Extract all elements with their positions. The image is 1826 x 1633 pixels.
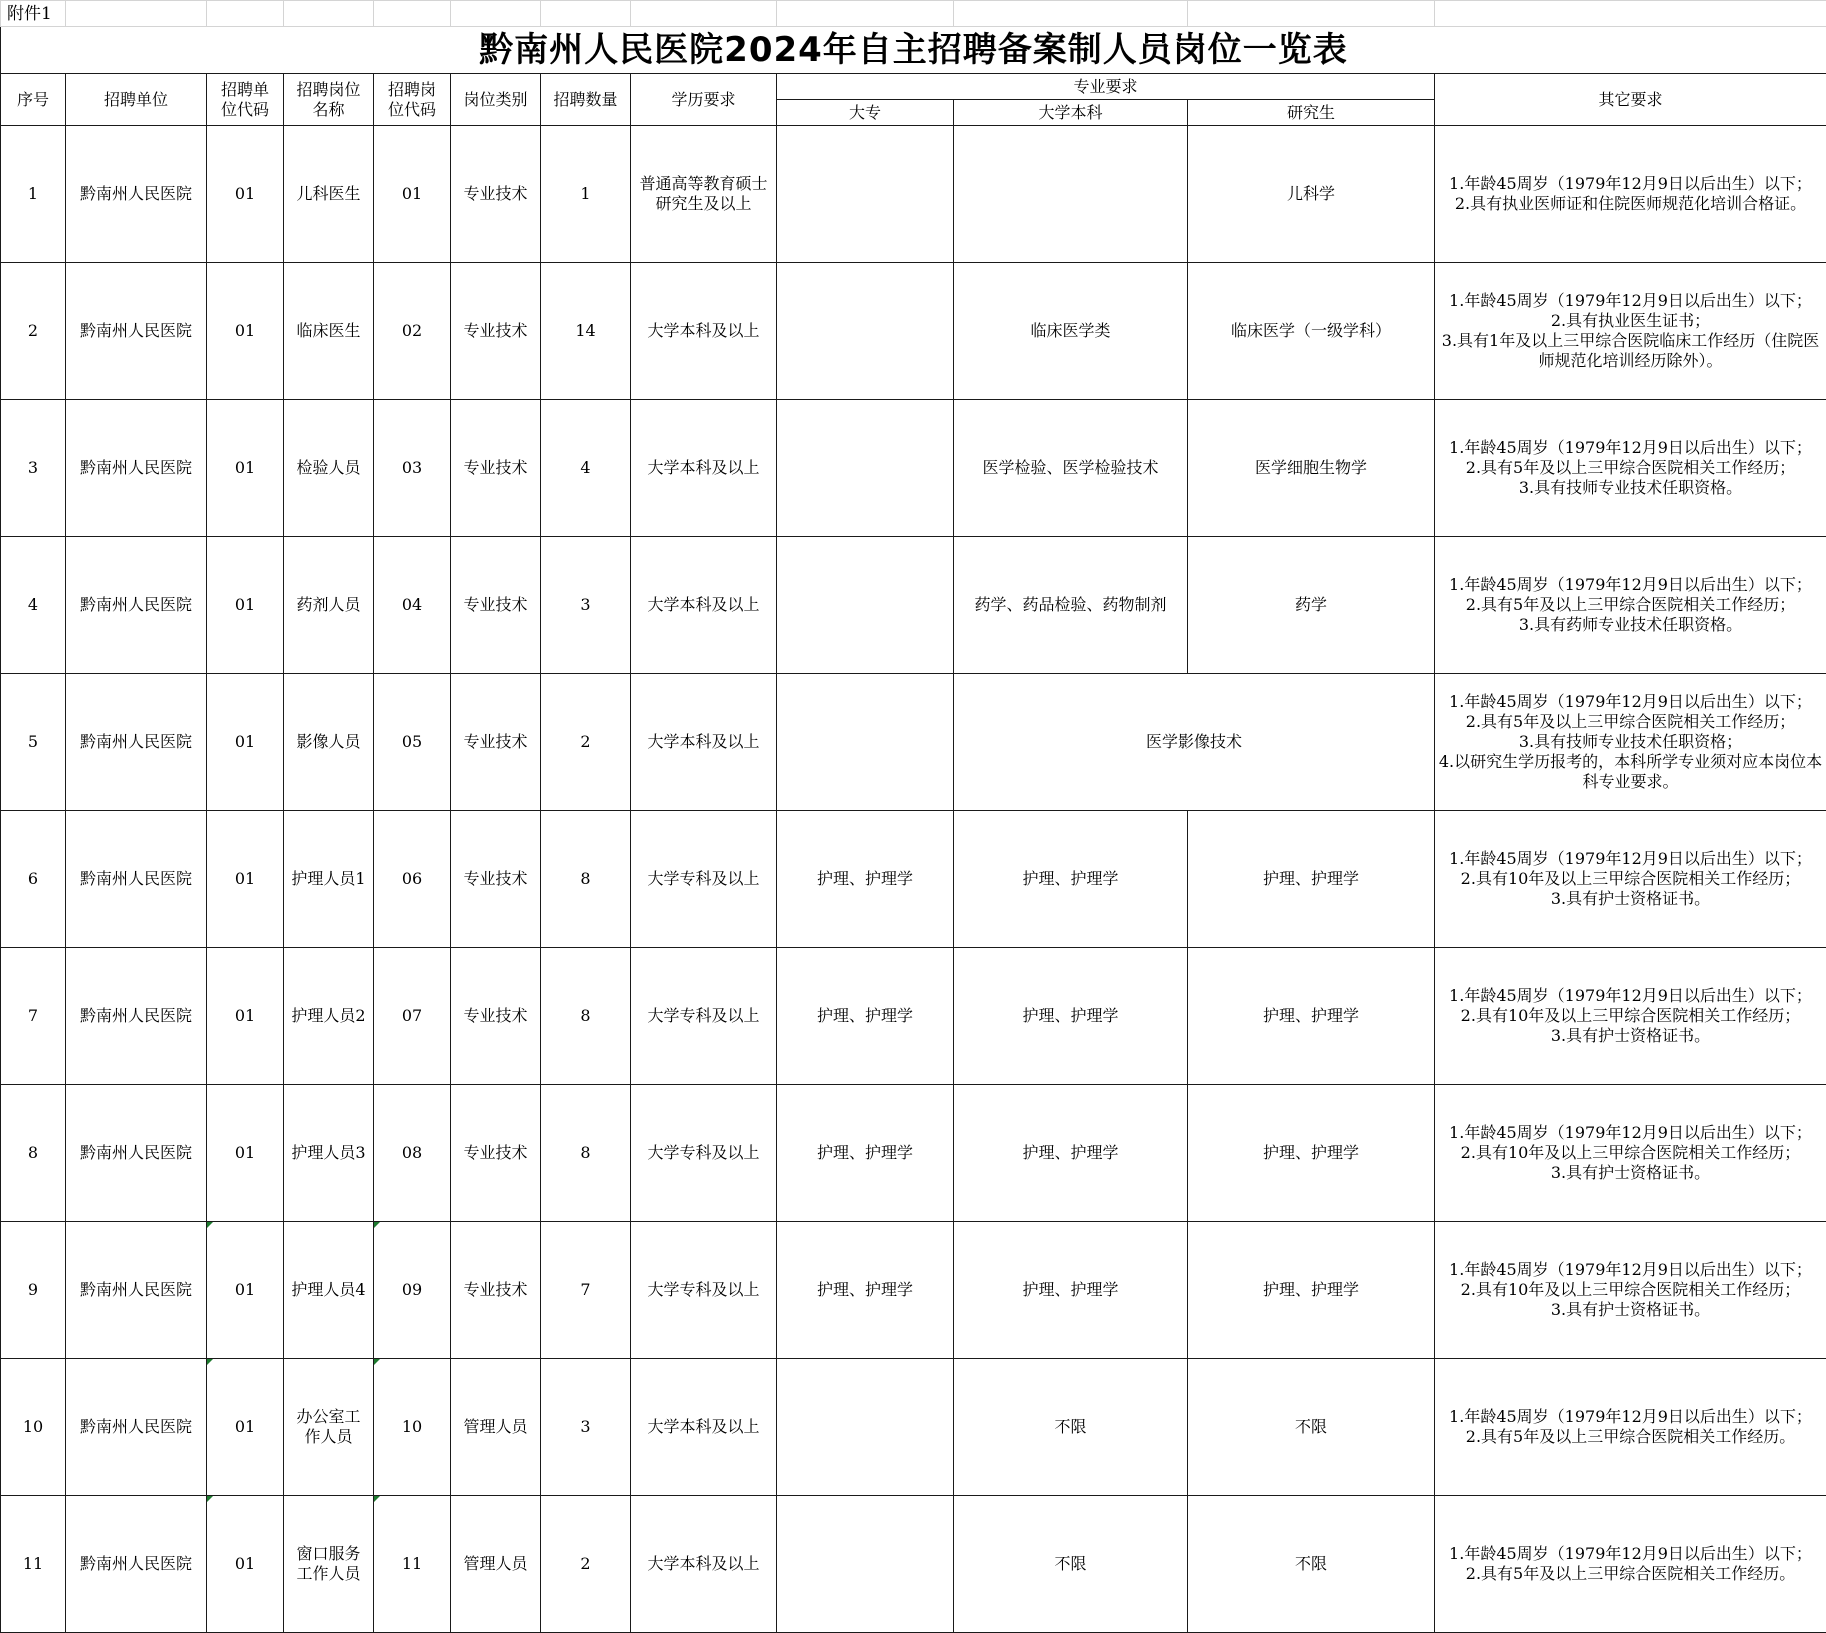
cell-post-name[interactable]: 儿科医生	[284, 126, 374, 263]
cell-unit[interactable]: 黔南州人民医院	[66, 1085, 207, 1222]
cell-other[interactable]: 1.年龄45周岁（1979年12月9日以后出生）以下； 2.具有10年及以上三甲综合医院相关工作经历； 3.具有护士资格证书。	[1435, 948, 1826, 1085]
cell-post-name[interactable]: 窗口服务 工作人员	[284, 1496, 374, 1633]
cell-other[interactable]: 1.年龄45周岁（1979年12月9日以后出生）以下； 2.具有5年及以上三甲综合医院相关工作经历； 3.具有技师专业技术任职资格。	[1435, 400, 1826, 537]
cell-major-junior[interactable]	[777, 1359, 954, 1496]
table-row	[1, 674, 1826, 811]
cell-education[interactable]: 大学本科及以上	[631, 1496, 777, 1633]
cell-other[interactable]: 1.年龄45周岁（1979年12月9日以后出生）以下； 2.具有5年及以上三甲综合医院相关工作经历； 3.具有药师专业技术任职资格。	[1435, 537, 1826, 674]
cell-major-graduate[interactable]: 医学细胞生物学	[1188, 400, 1435, 537]
cell-major-bachelor[interactable]: 药学、药品检验、药物制剂	[954, 537, 1188, 674]
cell-count[interactable]: 8	[541, 1085, 631, 1222]
empty-cell[interactable]	[777, 1, 954, 27]
cell-education[interactable]: 大学本科及以上	[631, 400, 777, 537]
cell-post-type[interactable]: 专业技术	[451, 811, 541, 948]
header-unit-code[interactable]: 招聘单 位代码	[207, 74, 284, 126]
empty-cell[interactable]	[954, 1, 1188, 27]
cell-major-junior[interactable]: 护理、护理学	[777, 811, 954, 948]
cell-unit[interactable]: 黔南州人民医院	[66, 400, 207, 537]
header-other[interactable]: 其它要求	[1435, 74, 1826, 126]
cell-major-graduate[interactable]: 护理、护理学	[1188, 1085, 1435, 1222]
cell-seq[interactable]: 1	[1, 126, 66, 263]
header-major[interactable]: 专业要求	[777, 74, 1435, 100]
attachment-row	[1, 1, 1826, 27]
cell-unit[interactable]: 黔南州人民医院	[66, 948, 207, 1085]
cell-post-code[interactable]: 03	[374, 400, 451, 537]
cell-other[interactable]: 1.年龄45周岁（1979年12月9日以后出生）以下； 2.具有5年及以上三甲综合医院相关工作经历。	[1435, 1359, 1826, 1496]
empty-cell[interactable]	[631, 1, 777, 27]
cell-major-bachelor[interactable]: 护理、护理学	[954, 948, 1188, 1085]
cell-major-graduate[interactable]: 药学	[1188, 537, 1435, 674]
cell-unit-code[interactable]: 01	[207, 1496, 284, 1633]
cell-post-type[interactable]: 专业技术	[451, 537, 541, 674]
cell-unit[interactable]: 黔南州人民医院	[66, 537, 207, 674]
cell-post-code[interactable]: 08	[374, 1085, 451, 1222]
cell-post-code[interactable]: 10	[374, 1359, 451, 1496]
cell-count[interactable]: 8	[541, 811, 631, 948]
header-count[interactable]: 招聘数量	[541, 74, 631, 126]
cell-major-bachelor[interactable]: 护理、护理学	[954, 1085, 1188, 1222]
cell-unit-code[interactable]: 01	[207, 400, 284, 537]
cell-count[interactable]: 3	[541, 1359, 631, 1496]
cell-major-graduate[interactable]: 护理、护理学	[1188, 811, 1435, 948]
empty-cell[interactable]	[541, 1, 631, 27]
cell-count[interactable]: 1	[541, 126, 631, 263]
cell-count[interactable]: 14	[541, 263, 631, 400]
cell-other[interactable]: 1.年龄45周岁（1979年12月9日以后出生）以下； 2.具有执业医师证和住院医师规范化培训合格证。	[1435, 126, 1826, 263]
title-row	[1, 27, 1826, 74]
table-row	[1, 126, 1826, 263]
cell-post-type[interactable]: 管理人员	[451, 1359, 541, 1496]
cell-unit[interactable]: 黔南州人民医院	[66, 674, 207, 811]
cell-major-graduate[interactable]: 不限	[1188, 1359, 1435, 1496]
cell-education[interactable]: 大学专科及以上	[631, 948, 777, 1085]
cell-seq[interactable]: 10	[1, 1359, 66, 1496]
empty-cell[interactable]	[284, 1, 374, 27]
cell-education[interactable]: 大学本科及以上	[631, 537, 777, 674]
cell-count[interactable]: 7	[541, 1222, 631, 1359]
header-major-graduate[interactable]: 研究生	[1188, 100, 1435, 126]
table-row	[1, 948, 1826, 1085]
cell-post-name[interactable]: 护理人员4	[284, 1222, 374, 1359]
cell-other[interactable]: 1.年龄45周岁（1979年12月9日以后出生）以下； 2.具有执业医生证书； 3.具有1年及以上三甲综合医院临床工作经历（住院医师规范化培训经历除外）。	[1435, 263, 1826, 400]
attachment-label[interactable]: 附件1	[1, 1, 66, 27]
cell-unit-code[interactable]: 01	[207, 126, 284, 263]
empty-cell[interactable]	[374, 1, 451, 27]
cell-post-name[interactable]: 护理人员1	[284, 811, 374, 948]
cell-major-graduate[interactable]: 临床医学（一级学科）	[1188, 263, 1435, 400]
cell-major-bachelor[interactable]	[954, 126, 1188, 263]
cell-seq[interactable]: 3	[1, 400, 66, 537]
cell-seq[interactable]: 9	[1, 1222, 66, 1359]
cell-unit-code[interactable]: 01	[207, 263, 284, 400]
header-post-name[interactable]: 招聘岗位 名称	[284, 74, 374, 126]
cell-other[interactable]: 1.年龄45周岁（1979年12月9日以后出生）以下； 2.具有10年及以上三甲综合医院相关工作经历； 3.具有护士资格证书。	[1435, 1085, 1826, 1222]
table-row	[1, 263, 1826, 400]
cell-post-code[interactable]: 11	[374, 1496, 451, 1633]
cell-major-bachelor[interactable]: 护理、护理学	[954, 1222, 1188, 1359]
cell-seq[interactable]: 5	[1, 674, 66, 811]
cell-post-type[interactable]: 专业技术	[451, 1222, 541, 1359]
cell-major-bachelor[interactable]: 护理、护理学	[954, 811, 1188, 948]
cell-post-code[interactable]: 06	[374, 811, 451, 948]
cell-other[interactable]: 1.年龄45周岁（1979年12月9日以后出生）以下； 2.具有5年及以上三甲综合医院相关工作经历。	[1435, 1496, 1826, 1633]
cell-unit-code[interactable]: 01	[207, 537, 284, 674]
cell-post-type[interactable]: 专业技术	[451, 126, 541, 263]
header-unit[interactable]: 招聘单位	[66, 74, 207, 126]
cell-major-junior[interactable]	[777, 1496, 954, 1633]
cell-post-code[interactable]: 05	[374, 674, 451, 811]
cell-major-junior[interactable]	[777, 537, 954, 674]
table-row	[1, 400, 1826, 537]
table-row	[1, 1359, 1826, 1496]
cell-post-name[interactable]: 护理人员3	[284, 1085, 374, 1222]
cell-other[interactable]: 1.年龄45周岁（1979年12月9日以后出生）以下； 2.具有10年及以上三甲综合医院相关工作经历； 3.具有护士资格证书。	[1435, 1222, 1826, 1359]
empty-cell[interactable]	[207, 1, 284, 27]
cell-major-bachelor[interactable]: 不限	[954, 1359, 1188, 1496]
cell-other[interactable]: 1.年龄45周岁（1979年12月9日以后出生）以下； 2.具有5年及以上三甲综合医院相关工作经历； 3.具有技师专业技术任职资格； 4.以研究生学历报考的，本科所学专业须对应本岗位本科专业要求。	[1435, 674, 1826, 811]
cell-major-graduate[interactable]: 护理、护理学	[1188, 1222, 1435, 1359]
cell-major-junior[interactable]: 护理、护理学	[777, 1085, 954, 1222]
cell-major-junior[interactable]	[777, 263, 954, 400]
cell-unit-code[interactable]: 01	[207, 674, 284, 811]
cell-seq[interactable]: 8	[1, 1085, 66, 1222]
header-education[interactable]: 学历要求	[631, 74, 777, 126]
cell-unit[interactable]: 黔南州人民医院	[66, 126, 207, 263]
cell-major-graduate[interactable]: 不限	[1188, 1496, 1435, 1633]
cell-count[interactable]: 2	[541, 1496, 631, 1633]
header-row-1	[1, 74, 1826, 100]
empty-cell[interactable]	[66, 1, 207, 27]
cell-post-type[interactable]: 专业技术	[451, 263, 541, 400]
cell-major-graduate[interactable]: 护理、护理学	[1188, 948, 1435, 1085]
table-row	[1, 1496, 1826, 1633]
header-seq[interactable]: 序号	[1, 74, 66, 126]
cell-unit[interactable]: 黔南州人民医院	[66, 263, 207, 400]
cell-major-junior[interactable]	[777, 674, 954, 811]
page-title[interactable]: 黔南州人民医院2024年自主招聘备案制人员岗位一览表	[1, 27, 1826, 74]
cell-major-bachelor[interactable]: 医学影像技术	[954, 674, 1435, 811]
cell-major-graduate[interactable]: 儿科学	[1188, 126, 1435, 263]
table-row	[1, 1085, 1826, 1222]
empty-cell[interactable]	[451, 1, 541, 27]
cell-education[interactable]: 大学专科及以上	[631, 811, 777, 948]
cell-post-name[interactable]: 检验人员	[284, 400, 374, 537]
cell-major-junior[interactable]	[777, 126, 954, 263]
cell-post-name[interactable]: 办公室工 作人员	[284, 1359, 374, 1496]
cell-count[interactable]: 2	[541, 674, 631, 811]
cell-seq[interactable]: 2	[1, 263, 66, 400]
cell-unit-code[interactable]: 01	[207, 1359, 284, 1496]
cell-unit[interactable]: 黔南州人民医院	[66, 1222, 207, 1359]
header-major-bachelor[interactable]: 大学本科	[954, 100, 1188, 126]
table-row	[1, 1222, 1826, 1359]
empty-cell[interactable]	[1188, 1, 1435, 27]
cell-unit-code[interactable]: 01	[207, 811, 284, 948]
cell-education[interactable]: 大学本科及以上	[631, 263, 777, 400]
cell-education[interactable]: 大学专科及以上	[631, 1222, 777, 1359]
cell-post-code[interactable]: 01	[374, 126, 451, 263]
cell-post-name[interactable]: 影像人员	[284, 674, 374, 811]
cell-post-type[interactable]: 管理人员	[451, 1496, 541, 1633]
cell-education[interactable]: 大学专科及以上	[631, 1085, 777, 1222]
cell-seq[interactable]: 11	[1, 1496, 66, 1633]
cell-seq[interactable]: 7	[1, 948, 66, 1085]
cell-count[interactable]: 8	[541, 948, 631, 1085]
cell-post-name[interactable]: 临床医生	[284, 263, 374, 400]
cell-post-code[interactable]: 07	[374, 948, 451, 1085]
cell-post-type[interactable]: 专业技术	[451, 674, 541, 811]
cell-unit[interactable]: 黔南州人民医院	[66, 1496, 207, 1633]
cell-post-type[interactable]: 专业技术	[451, 1085, 541, 1222]
cell-post-code[interactable]: 09	[374, 1222, 451, 1359]
header-post-code[interactable]: 招聘岗 位代码	[374, 74, 451, 126]
cell-post-type[interactable]: 专业技术	[451, 400, 541, 537]
cell-seq[interactable]: 4	[1, 537, 66, 674]
cell-major-junior[interactable]	[777, 400, 954, 537]
cell-major-bachelor[interactable]: 不限	[954, 1496, 1188, 1633]
cell-post-name[interactable]: 药剂人员	[284, 537, 374, 674]
table-row	[1, 811, 1826, 948]
table-row	[1, 537, 1826, 674]
cell-post-name[interactable]: 护理人员2	[284, 948, 374, 1085]
cell-other[interactable]: 1.年龄45周岁（1979年12月9日以后出生）以下； 2.具有10年及以上三甲综合医院相关工作经历； 3.具有护士资格证书。	[1435, 811, 1826, 948]
cell-major-junior[interactable]: 护理、护理学	[777, 948, 954, 1085]
cell-count[interactable]: 4	[541, 400, 631, 537]
cell-seq[interactable]: 6	[1, 811, 66, 948]
cell-unit-code[interactable]: 01	[207, 948, 284, 1085]
cell-count[interactable]: 3	[541, 537, 631, 674]
cell-post-code[interactable]: 04	[374, 537, 451, 674]
cell-unit[interactable]: 黔南州人民医院	[66, 811, 207, 948]
cell-major-bachelor[interactable]: 医学检验、医学检验技术	[954, 400, 1188, 537]
cell-education[interactable]: 普通高等教育硕士 研究生及以上	[631, 126, 777, 263]
cell-unit-code[interactable]: 01	[207, 1222, 284, 1359]
cell-education[interactable]: 大学本科及以上	[631, 674, 777, 811]
empty-cell[interactable]	[1435, 1, 1826, 27]
header-post-type[interactable]: 岗位类别	[451, 74, 541, 126]
cell-education[interactable]: 大学本科及以上	[631, 1359, 777, 1496]
cell-major-bachelor[interactable]: 临床医学类	[954, 263, 1188, 400]
header-major-junior[interactable]: 大专	[777, 100, 954, 126]
cell-unit-code[interactable]: 01	[207, 1085, 284, 1222]
cell-post-code[interactable]: 02	[374, 263, 451, 400]
cell-post-type[interactable]: 专业技术	[451, 948, 541, 1085]
cell-major-junior[interactable]: 护理、护理学	[777, 1222, 954, 1359]
cell-unit[interactable]: 黔南州人民医院	[66, 1359, 207, 1496]
